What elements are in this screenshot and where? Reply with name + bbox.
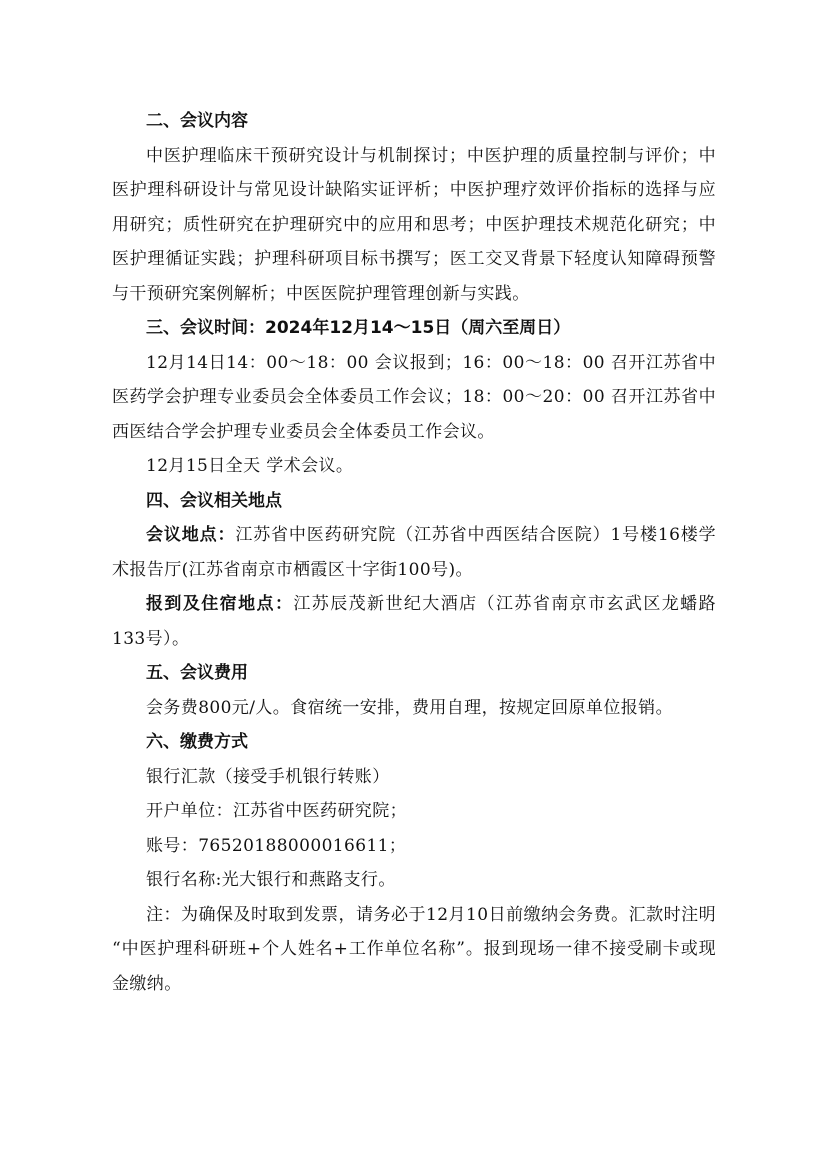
section-5-heading: 五、会议费用 <box>146 663 248 683</box>
account-number: 账号：76520188000016611； <box>146 835 407 856</box>
section-5-body: 会务费800元/人。食宿统一安排，费用自理，按规定回原单位报销。 <box>146 697 673 718</box>
document-page <box>112 104 716 1001</box>
section-2-body: 中医护理临床干预研究设计与机制探讨；中医护理的质量控制与评价；中医护理科研设计与常见设计缺陷实证评析；中医护理疗效评价指标的选择与应用研究；质性研究在护理研究中的应用和思考；中医护理技术规范化研究；中医护理循证实践；护理科研项目标书撰写；医工交叉背景下轻度认知障碍预警与干预研究案例解析；中医医院护理管理创新与实践。 <box>112 145 716 304</box>
venue-paragraph <box>112 518 716 587</box>
section-6-heading: 六、缴费方式 <box>146 732 248 752</box>
venue-label: 会议地点： <box>146 525 236 545</box>
hotel-label: 报到及住宿地点： <box>146 594 294 614</box>
section-4-heading: 四、会议相关地点 <box>146 490 282 511</box>
bank-name: 银行名称:光大银行和燕路支行。 <box>146 870 396 890</box>
hotel-paragraph <box>112 587 716 656</box>
payment-method: 银行汇款（接受手机银行转账） <box>146 766 390 787</box>
payment-note: 注：为确保及时取到发票，请务必于12月10日前缴纳会务费。汇款时注明 “中医护理科研班+个人姓名+工作单位名称”。报到现场一律不接受刷卡或现金缴纳。 <box>112 904 716 994</box>
section-3-day1: 12月14日14：00～18：00 会议报到；16：00～18：00 召开江苏省中医药学会护理专业委员会全体委员工作会议；18：00～20：00 召开江苏省中西医结合学会护理专业委员会全体委员工作会议。 <box>112 352 716 442</box>
hotel-text: 江苏辰茂新世纪大酒店（江苏省南京市玄武区龙蟠路133号）。 <box>112 594 716 649</box>
section-3-heading: 三、会议时间：2024年12月14～15日（周六至周日） <box>146 318 571 338</box>
section-3-day2: 12月15日全天 学术会议。 <box>146 456 354 476</box>
venue-text: 江苏省中医药研究院（江苏省中西医结合医院）1号楼16楼学术报告厅(江苏省南京市栖霞区十字街100号)。 <box>112 525 717 580</box>
section-2-heading: 二、会议内容 <box>146 111 248 131</box>
account-holder: 开户单位：江苏省中医药研究院； <box>146 801 407 821</box>
